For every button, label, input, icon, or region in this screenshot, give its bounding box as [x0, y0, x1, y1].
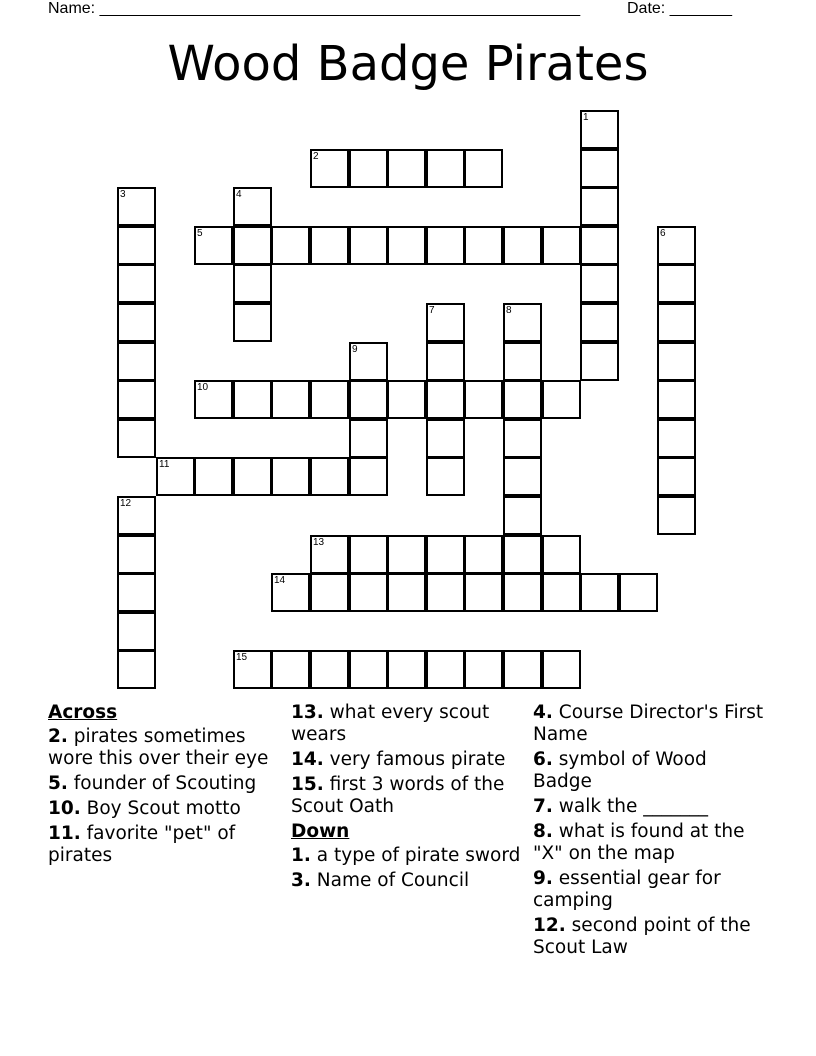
- grid-cell[interactable]: [349, 419, 388, 458]
- clue-text: what every scout wears: [291, 702, 490, 745]
- grid-number: 12: [120, 498, 132, 509]
- grid-cell[interactable]: [580, 303, 619, 342]
- grid-cell[interactable]: [580, 226, 619, 265]
- grid-cell[interactable]: [426, 226, 465, 265]
- grid-cell[interactable]: [387, 380, 426, 419]
- clue-text: what is found at the "X" on the map: [533, 821, 745, 864]
- clue-text: second point of the Scout Law: [533, 915, 751, 958]
- grid-cell[interactable]: [426, 149, 465, 188]
- grid-cell[interactable]: [503, 457, 542, 496]
- grid-cell[interactable]: [464, 535, 503, 574]
- grid-cell[interactable]: [117, 187, 156, 226]
- grid-cell[interactable]: [426, 535, 465, 574]
- grid-number: 15: [236, 652, 248, 663]
- grid-cell[interactable]: [387, 535, 426, 574]
- grid-number: 1: [583, 112, 589, 123]
- grid-cell[interactable]: [426, 380, 465, 419]
- clues-column-2: [291, 702, 521, 895]
- grid-cell[interactable]: [117, 650, 156, 689]
- grid-cell[interactable]: [156, 457, 195, 496]
- grid-number: 7: [429, 305, 435, 316]
- clue-number: 14.: [291, 749, 324, 770]
- grid-number: 10: [197, 382, 209, 393]
- clue-down-1: [291, 845, 521, 867]
- grid-cell[interactable]: [542, 226, 581, 265]
- clue-text: very famous pirate: [329, 749, 506, 770]
- grid-number: 8: [506, 305, 512, 316]
- grid-cell[interactable]: [580, 264, 619, 303]
- clue-across-11: [48, 823, 278, 867]
- puzzle-title: Wood Badge Pirates: [167, 36, 649, 92]
- grid-cell[interactable]: [117, 573, 156, 612]
- grid-cell[interactable]: [619, 573, 658, 612]
- grid-cell[interactable]: [194, 226, 233, 265]
- clue-text: essential gear for camping: [533, 868, 721, 911]
- grid-cell[interactable]: [349, 535, 388, 574]
- grid-cell[interactable]: [271, 226, 310, 265]
- clue-number: 1.: [291, 845, 311, 866]
- grid-cell[interactable]: [542, 573, 581, 612]
- grid-cell[interactable]: [657, 264, 696, 303]
- grid-cell[interactable]: [349, 650, 388, 689]
- clue-text: symbol of Wood Badge: [533, 749, 707, 792]
- clue-number: 11.: [48, 823, 81, 844]
- grid-cell[interactable]: [503, 342, 542, 381]
- grid-cell[interactable]: [464, 226, 503, 265]
- grid-cell[interactable]: [310, 380, 349, 419]
- grid-cell[interactable]: [657, 457, 696, 496]
- clue-across-2: [48, 726, 278, 770]
- grid-number: 14: [274, 575, 286, 586]
- clue-down-3: [291, 870, 521, 892]
- clue-number: 10.: [48, 798, 81, 819]
- clue-text: a type of pirate sword: [316, 845, 521, 866]
- grid-cell[interactable]: [464, 380, 503, 419]
- grid-cell[interactable]: [233, 457, 272, 496]
- clue-across-15: [291, 774, 521, 818]
- grid-cell[interactable]: [233, 650, 272, 689]
- grid-cell[interactable]: [117, 303, 156, 342]
- grid-cell[interactable]: [464, 573, 503, 612]
- grid-cell[interactable]: [503, 226, 542, 265]
- clue-down-4: [533, 702, 768, 746]
- grid-cell[interactable]: [117, 380, 156, 419]
- grid-cell[interactable]: [310, 457, 349, 496]
- grid-cell[interactable]: [657, 419, 696, 458]
- grid-cell[interactable]: [503, 303, 542, 342]
- clue-down-12: [533, 915, 768, 959]
- grid-cell[interactable]: [542, 650, 581, 689]
- grid-cell[interactable]: [580, 187, 619, 226]
- grid-cell[interactable]: [426, 457, 465, 496]
- grid-cell[interactable]: [117, 612, 156, 651]
- grid-cell[interactable]: [310, 226, 349, 265]
- grid-number: 6: [660, 228, 666, 239]
- clue-across-13: [291, 702, 521, 746]
- grid-number: 2: [313, 151, 319, 162]
- grid-cell[interactable]: [271, 380, 310, 419]
- clue-down-9: [533, 868, 768, 912]
- clue-down-6: [533, 749, 768, 793]
- grid-cell[interactable]: [271, 457, 310, 496]
- grid-cell[interactable]: [310, 149, 349, 188]
- grid-cell[interactable]: [657, 303, 696, 342]
- clue-number: 8.: [533, 821, 553, 842]
- grid-cell[interactable]: [503, 573, 542, 612]
- clue-down-8: [533, 821, 768, 865]
- grid-cell[interactable]: [310, 650, 349, 689]
- grid-cell[interactable]: [349, 226, 388, 265]
- clue-text: first 3 words of the Scout Oath: [291, 774, 505, 817]
- grid-number: 9: [352, 344, 358, 355]
- grid-number: 4: [236, 189, 242, 200]
- grid-cell[interactable]: [349, 573, 388, 612]
- grid-cell[interactable]: [194, 457, 233, 496]
- grid-cell[interactable]: [503, 535, 542, 574]
- grid-number: 13: [313, 537, 325, 548]
- clues-column-1: [48, 702, 278, 870]
- clue-text: Boy Scout motto: [86, 798, 241, 819]
- grid-cell[interactable]: [464, 650, 503, 689]
- clue-number: 9.: [533, 868, 553, 889]
- clue-text: Name of Council: [316, 870, 470, 891]
- grid-cell[interactable]: [426, 342, 465, 381]
- date-field-label: Date: _______: [627, 0, 732, 17]
- grid-cell[interactable]: [387, 650, 426, 689]
- grid-cell[interactable]: [503, 380, 542, 419]
- clue-text: founder of Scouting: [73, 773, 257, 794]
- grid-number: 5: [197, 228, 203, 239]
- down-heading: Down: [291, 821, 350, 842]
- clue-number: 12.: [533, 915, 566, 936]
- grid-cell[interactable]: [271, 573, 310, 612]
- grid-cell[interactable]: [233, 187, 272, 226]
- grid-cell[interactable]: [349, 149, 388, 188]
- grid-cell[interactable]: [542, 380, 581, 419]
- clue-number: 2.: [48, 726, 68, 747]
- grid-cell[interactable]: [117, 342, 156, 381]
- clue-text: pirates sometimes wore this over their eye: [48, 726, 269, 769]
- grid-cell[interactable]: [117, 419, 156, 458]
- grid-cell[interactable]: [233, 380, 272, 419]
- clue-across-14: [291, 749, 521, 771]
- grid-cell[interactable]: [271, 650, 310, 689]
- grid-cell[interactable]: [657, 496, 696, 535]
- grid-cell[interactable]: [349, 380, 388, 419]
- clue-number: 13.: [291, 702, 324, 723]
- grid-cell[interactable]: [426, 303, 465, 342]
- clue-across-10: [48, 798, 278, 820]
- grid-cell[interactable]: [503, 419, 542, 458]
- clue-text: favorite "pet" of pirates: [48, 823, 236, 866]
- clue-number: 3.: [291, 870, 311, 891]
- grid-cell[interactable]: [117, 264, 156, 303]
- clue-across-5: [48, 773, 278, 795]
- grid-cell[interactable]: [194, 380, 233, 419]
- grid-cell[interactable]: [503, 650, 542, 689]
- grid-number: 11: [159, 459, 170, 470]
- name-field-label: Name: ______________________________________________________: [48, 0, 581, 17]
- grid-cell[interactable]: [233, 264, 272, 303]
- grid-number: 3: [120, 189, 126, 200]
- clue-number: 7.: [533, 796, 553, 817]
- grid-cell[interactable]: [580, 573, 619, 612]
- clue-text: Course Director's First Name: [533, 702, 764, 745]
- grid-cell[interactable]: [387, 149, 426, 188]
- grid-cell[interactable]: [503, 496, 542, 535]
- grid-cell[interactable]: [580, 110, 619, 149]
- clues-column-3: [533, 702, 768, 962]
- grid-cell[interactable]: [117, 535, 156, 574]
- grid-cell[interactable]: [542, 535, 581, 574]
- grid-cell[interactable]: [233, 226, 272, 265]
- grid-cell[interactable]: [657, 342, 696, 381]
- clue-number: 5.: [48, 773, 68, 794]
- grid-cell[interactable]: [580, 342, 619, 381]
- grid-cell[interactable]: [426, 573, 465, 612]
- clue-text: walk the _______: [558, 796, 708, 817]
- clue-number: 15.: [291, 774, 324, 795]
- clue-number: 6.: [533, 749, 553, 770]
- grid-cell[interactable]: [657, 226, 696, 265]
- clue-number: 4.: [533, 702, 553, 723]
- grid-cell[interactable]: [580, 149, 619, 188]
- grid-cell[interactable]: [117, 226, 156, 265]
- grid-cell[interactable]: [387, 573, 426, 612]
- grid-cell[interactable]: [310, 535, 349, 574]
- grid-cell[interactable]: [310, 573, 349, 612]
- grid-cell[interactable]: [657, 380, 696, 419]
- grid-cell[interactable]: [349, 342, 388, 381]
- grid-cell[interactable]: [464, 149, 503, 188]
- grid-cell[interactable]: [426, 419, 465, 458]
- grid-cell[interactable]: [117, 496, 156, 535]
- grid-cell[interactable]: [426, 650, 465, 689]
- clue-down-7: [533, 796, 768, 818]
- across-heading: Across: [48, 702, 118, 723]
- grid-cell[interactable]: [233, 303, 272, 342]
- grid-cell[interactable]: [349, 457, 388, 496]
- grid-cell[interactable]: [387, 226, 426, 265]
